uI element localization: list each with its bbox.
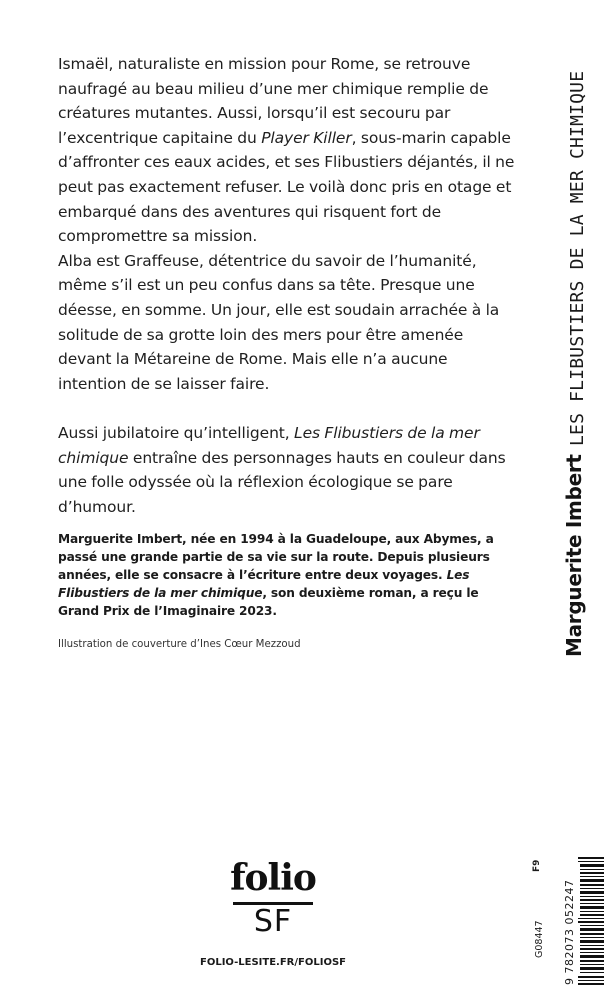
- folio-sf-logo: [215, 858, 331, 944]
- spine-author-name: Marguerite Imbert: [562, 454, 586, 657]
- book-title-inline: Les Flibustiers de la mer chimique: [58, 568, 470, 600]
- illustration-credit: Illustration de couverture d’Ines Cœur Mezzoud: [58, 639, 301, 650]
- blurb-paragraph-3: Aussi jubilatoire qu’intelligent, Les Flibustiers de la mer chimique entraîne des personnages hauts en couleur dans une folle odyssée où la réflexion écologique se pare d’humour.: [58, 423, 506, 516]
- barcode-icon: [578, 857, 604, 985]
- spine-book-title: LES FLIBUSTIERS DE LA MER CHIMIQUE: [567, 70, 588, 446]
- submarine-name: Player Killer: [261, 128, 352, 147]
- book-title-inline: Les Flibustiers de la mer chimique: [58, 423, 480, 467]
- publisher-website: FOLIO-LESITE.FR/FOLIOSF: [200, 957, 346, 968]
- sf-wordmark: SF: [253, 904, 293, 939]
- product-code: G08447: [534, 920, 545, 958]
- blurb-paragraph-1: Ismaël, naturaliste en mission pour Rome, se retrouve naufragé au beau milieu d’une mer chimique remplie de créatures mutantes. Aussi, lorsqu’il est secouru par l’excentrique capitaine du Player Killer, sous-marin capable d’affronter ces eaux acides, et ses Flibustiers déjantés, il ne peut pas exactement refuser. Le voilà donc pris en otage et embarqué dans des aventures qui risquent fort de compromettre sa mission.: [58, 55, 515, 246]
- price-code: F9: [532, 859, 542, 872]
- book-blurb: [58, 52, 518, 519]
- folio-wordmark: folio: [230, 857, 316, 899]
- author-bio: Marguerite Imbert, née en 1994 à la Guadeloupe, aux Abymes, a passé une grande partie de sa vie sur la route. Depuis plusieurs années, elle se consacre à l’écriture entre deux voyages. Les Flibustiers de la mer chimique, son deuxième roman, a reçu le Grand Prix de l’Imaginaire 2023.: [58, 532, 494, 618]
- isbn-number: 9 782073 052247: [563, 879, 576, 985]
- blurb-paragraph-2: Alba est Graffeuse, détentrice du savoir de l’humanité, même s’il est un peu confus dans sa tête. Presque une déesse, en somme. Un jour, elle est soudain arrachée à la solitude de sa grotte loin des mers pour être amenée devant la Métareine de Rome. Mais elle n’a aucune intention de se laisser faire.: [58, 251, 500, 393]
